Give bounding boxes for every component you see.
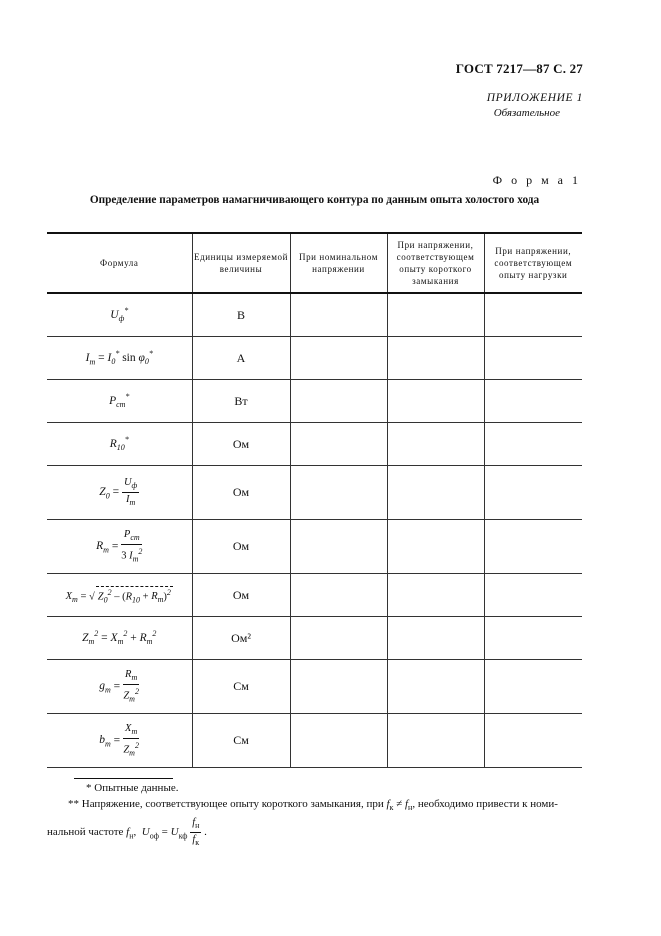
column-header-short-circuit: При напряжении, соответствующем опыту короткого замыкания bbox=[387, 233, 484, 293]
value-cell[interactable] bbox=[387, 293, 484, 337]
value-cell[interactable] bbox=[387, 660, 484, 714]
unit-cell: Ом bbox=[192, 423, 290, 466]
column-header-load: При напряжении, соответствующем опыту нагрузки bbox=[484, 233, 582, 293]
formula-cell: $b_m$ = $\frac{X_m}{Z_m^2}$ bbox=[47, 714, 192, 768]
table-row bbox=[47, 380, 582, 423]
value-cell[interactable] bbox=[290, 466, 387, 520]
unit-cell: Ом bbox=[192, 574, 290, 617]
unit-cell: Вт bbox=[192, 380, 290, 423]
value-cell[interactable] bbox=[484, 520, 582, 574]
column-header-nominal: При номинальном напряжении bbox=[290, 233, 387, 293]
value-cell[interactable] bbox=[387, 337, 484, 380]
document-reference: ГОСТ 7217—87 С. 27 bbox=[455, 61, 583, 76]
value-cell[interactable] bbox=[290, 714, 387, 768]
table-title: Определение параметров намагничивающего контура по данным опыта холостого хода bbox=[89, 194, 540, 206]
footnote-1: * Опытные данные. bbox=[86, 782, 179, 794]
unit-cell: А bbox=[192, 337, 290, 380]
formula-cell: $Z_0$ = $\frac{U_ф}{I_m}$ bbox=[47, 466, 192, 520]
value-cell[interactable] bbox=[387, 574, 484, 617]
table-row bbox=[47, 520, 582, 574]
value-cell[interactable] bbox=[290, 520, 387, 574]
value-cell[interactable] bbox=[290, 337, 387, 380]
formula-cell: $P_{ст}^*$ bbox=[47, 380, 192, 423]
unit-cell: Ом bbox=[192, 466, 290, 520]
formula-cell: $I_m = I_0^*$ $\sin \varphi_0^*$ bbox=[47, 337, 192, 380]
value-cell[interactable] bbox=[484, 466, 582, 520]
table-row bbox=[47, 660, 582, 714]
value-cell[interactable] bbox=[290, 660, 387, 714]
table-row bbox=[47, 574, 582, 617]
formula-cell: $Z_m^2 = X_m^2 + R_m^2$ bbox=[47, 617, 192, 660]
value-cell[interactable] bbox=[387, 714, 484, 768]
formula-cell: $R_{10}^*$ bbox=[47, 423, 192, 466]
table-row bbox=[47, 423, 582, 466]
unit-cell: Ом² bbox=[192, 617, 290, 660]
value-cell[interactable] bbox=[387, 617, 484, 660]
formula-cell: $g_m$ = $\frac{R_m}{Z_m^2}$ bbox=[47, 660, 192, 714]
unit-cell: См bbox=[192, 714, 290, 768]
value-cell[interactable] bbox=[290, 574, 387, 617]
footnote-divider bbox=[74, 778, 173, 779]
parameters-table bbox=[47, 232, 582, 768]
formula-cell: $X_m$ = √ $Z_0^2 - (R_{10} + R_m)^2$ bbox=[47, 574, 192, 617]
value-cell[interactable] bbox=[484, 617, 582, 660]
unit-cell: Ом bbox=[192, 520, 290, 574]
table-row bbox=[47, 293, 582, 337]
value-cell[interactable] bbox=[387, 380, 484, 423]
table-row bbox=[47, 714, 582, 768]
value-cell[interactable] bbox=[484, 574, 582, 617]
value-cell[interactable] bbox=[484, 380, 582, 423]
value-cell[interactable] bbox=[290, 423, 387, 466]
table-row bbox=[47, 466, 582, 520]
column-header-units: Единицы измеряемой величины bbox=[192, 233, 290, 293]
formula-cell: $U_ф^*$ bbox=[47, 293, 192, 337]
footnote-2: ** Напряжение, соответствующее опыту короткого замыкания, при $f_к \ne f_н$, необходимо привести к номи- нальной частоте $f_н$, $U_{оф} = U_{кф}$ $\frac{f_н}{f_к}$ . bbox=[47, 798, 558, 848]
column-header-formula: Формула bbox=[47, 233, 192, 293]
value-cell[interactable] bbox=[484, 660, 582, 714]
value-cell[interactable] bbox=[290, 293, 387, 337]
value-cell[interactable] bbox=[387, 520, 484, 574]
footnote-2-line2: нальной частоте bbox=[47, 826, 124, 839]
appendix-status: Обязательное bbox=[493, 107, 560, 119]
table-row bbox=[47, 617, 582, 660]
unit-cell: См bbox=[192, 660, 290, 714]
unit-cell: В bbox=[192, 293, 290, 337]
footnote-2-text-end: , необходимо привести к номи- bbox=[412, 798, 558, 810]
value-cell[interactable] bbox=[484, 714, 582, 768]
table-row bbox=[47, 337, 582, 380]
value-cell[interactable] bbox=[484, 293, 582, 337]
value-cell[interactable] bbox=[290, 380, 387, 423]
footnote-2-text: ** Напряжение, соответствующее опыту короткого замыкания, при bbox=[68, 798, 384, 810]
formula-cell: $R_m$ = $\frac{P_{ст}}{3 I_m^2}$ bbox=[47, 520, 192, 574]
appendix-label: ПРИЛОЖЕНИЕ 1 bbox=[486, 92, 583, 104]
value-cell[interactable] bbox=[387, 423, 484, 466]
value-cell[interactable] bbox=[290, 617, 387, 660]
form-label: Ф о р м а 1 bbox=[492, 173, 581, 187]
table-header-row bbox=[47, 233, 582, 293]
value-cell[interactable] bbox=[484, 423, 582, 466]
value-cell[interactable] bbox=[387, 466, 484, 520]
value-cell[interactable] bbox=[484, 337, 582, 380]
